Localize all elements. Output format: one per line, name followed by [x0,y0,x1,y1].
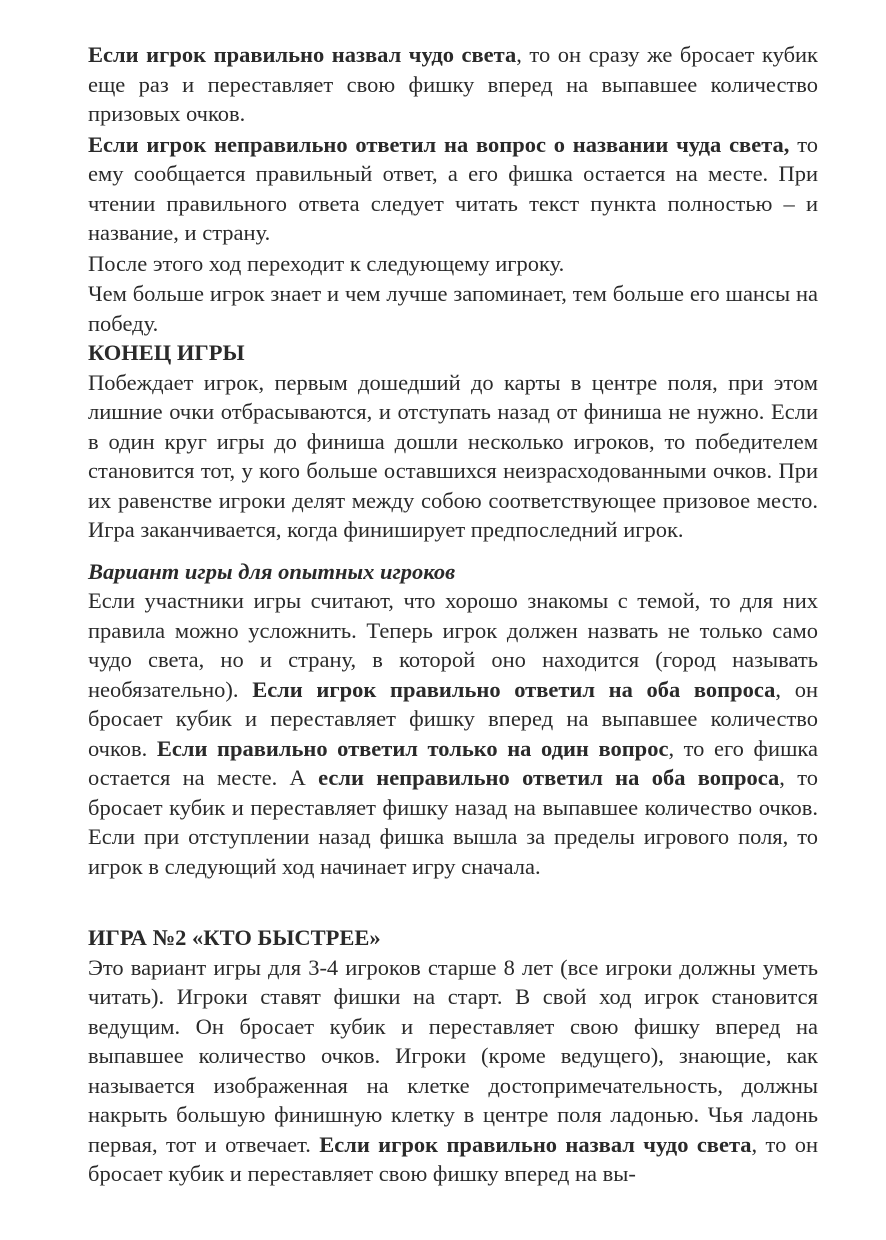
paragraph-text: , то он бросает кубик и переставляет свою фишку вперед на вы- [88,1131,818,1186]
paragraph-advanced-rules [88,586,818,881]
paragraph-text: , то его фишка остается на месте. А [88,735,818,790]
subheading-advanced-variant: Вариант игры для опытных игроков [88,558,456,584]
bold-phrase: Если игрок правильно назвал чудо света [319,1131,752,1157]
paragraph-text: Если участники игры считают, что хорошо знакомы с темой, то для них правила можно усложнить. Теперь игрок должен назвать не только само чудо света, но и страну, в которой оно находится (город называть необязательно). [88,588,818,702]
paragraph-next-turn: После этого ход переходит к следующему игроку. [88,250,565,276]
paragraph-text: , то бросает кубик и переставляет фишку назад на выпавшее количество очков. Если при отступлении назад фишка вышла за пределы игрового поля, то игрок в следующий ход начинает игру сначала. [88,765,818,879]
bold-phrase: если неправильно ответил на оба вопроса [318,765,780,790]
paragraph-game-2-rules [88,953,818,1189]
paragraph-chances: Чем больше игрок знает и чем лучше запоминает, тем больше его шансы на победу. [88,281,818,336]
paragraph-wrong-answer [88,130,818,248]
document-page [88,40,818,1189]
heading-game-end: КОНЕЦ ИГРЫ [88,340,245,365]
bold-phrase: Если игрок неправильно ответил на вопрос о названии чуда света, [88,131,790,157]
heading-game-2: ИГРА №2 «КТО БЫСТРЕЕ» [88,925,381,950]
bold-phrase: Если правильно ответил только на один вопрос [156,735,669,761]
paragraph-correct-answer [88,40,818,129]
paragraph-text: то ему сообщается правильный ответ, а его фишка остается на месте. При чтении правильного ответа следует читать текст пункта полностью – и название, и страну. [88,131,818,245]
paragraph-text: , он бросает кубик и переставляет фишку вперед на выпавшее количество очков. [88,676,818,761]
paragraph-winner: Побеждает игрок, первым дошедший до карты в центре поля, при этом лишние очки отбрасываются, и отступать назад от финиша не нужно. Если в один круг игры до финиша дошли несколько игроков, то победителем становится тот, у кого больше оставшихся неизрасходованными очков. При их равенстве игроки делят между собою соответствующее призовое место. Игра заканчивается, когда финиширует предпоследний игрок. [88,369,818,542]
paragraph-text: , то он сразу же бросает кубик еще раз и переставляет свою фишку вперед на выпавшее количество призовых очков. [88,42,818,126]
bold-phrase: Если игрок правильно ответил на оба вопроса [252,676,776,702]
paragraph-text: Это вариант игры для 3-4 игроков старше 8 лет (все игроки должны уметь читать). Игроки ставят фишки на старт. В свой ход игрок становится ведущим. Он бросает кубик и переставляет свою фишку вперед на выпавшее количество очков. Игроки (кроме ведущего), знающие, как называется изображенная на клетке достопримечательность, должны накрыть большую финишную клетку в центре поля ладонью. Чья ладонь первая, тот и отвечает. [88,954,818,1157]
bold-phrase: Если игрок правильно назвал чудо света [88,42,517,67]
